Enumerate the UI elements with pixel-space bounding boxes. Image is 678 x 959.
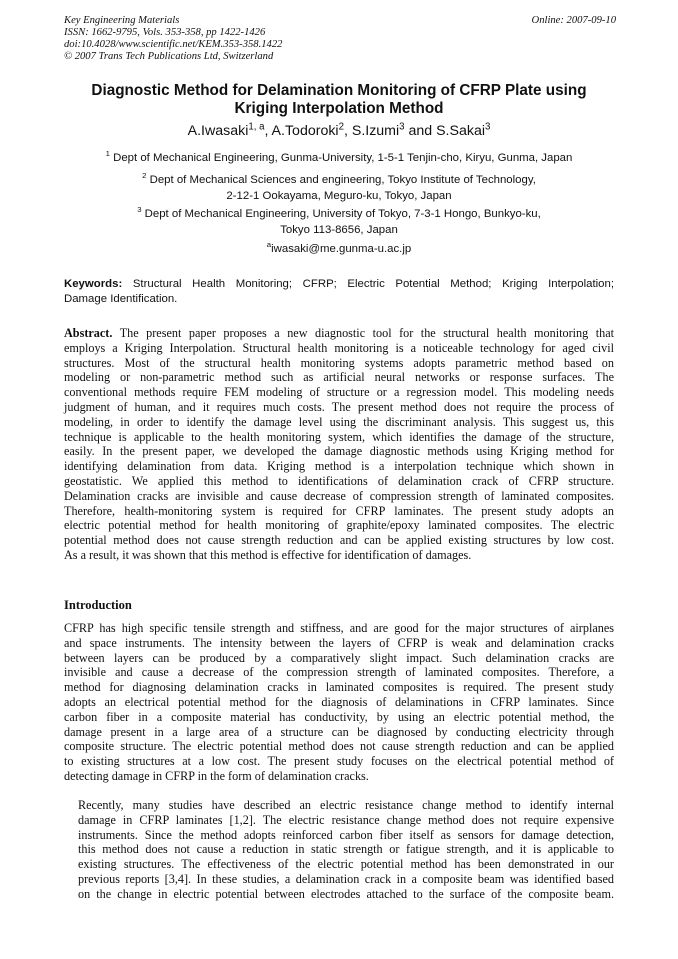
keywords (64, 277, 614, 307)
author-3-affil: 3 (399, 121, 405, 133)
affiliation-1 (40, 150, 638, 166)
paragraph-line: this method does not cause a reduction in static strength or fatigue strength, and it is applicable to (78, 842, 614, 857)
issn-line: ISSN: 1662-9795, Vols. 353-358, pp 1422-1426 (64, 27, 266, 38)
affiliation-3-line-1: Dept of Mechanical Engineering, University of Tokyo, 7-3-1 Hongo, Bunkyo-ku, (141, 208, 541, 220)
journal-header (64, 15, 616, 63)
email-marker: a (266, 240, 272, 250)
online-date: Online: 2007-09-10 (531, 15, 616, 26)
affiliation-1-text: Dept of Mechanical Engineering, Gunma-University, 1-5-1 Tenjin-cho, Kiryu, Gunma, Japan (109, 152, 573, 164)
affiliation-3 (40, 206, 638, 238)
abstract-line: As a result, it was shown that this method is effective for identification of damages. (64, 547, 472, 562)
affiliation-2-line-1: Dept of Mechanical Sciences and engineering, Tokyo Institute of Technology, (146, 174, 536, 186)
copyright-line: © 2007 Trans Tech Publications Ltd, Switzerland (64, 51, 274, 62)
abstract-label: Abstract. (64, 326, 113, 340)
email-address[interactable]: iwasaki@me.gunma-u.ac.jp (271, 243, 412, 255)
affiliation-1-marker: 1 (105, 149, 110, 159)
paragraph-line: and space instruments. The intensity between the layers of CFRP is weak and delamination cracks (64, 635, 614, 650)
author-1-affil: 1, a (248, 121, 265, 133)
keywords-line-2: Damage Identification. (64, 293, 178, 305)
journal-name: Key Engineering Materials (64, 15, 180, 26)
paragraph-line: carbon fiber in a composite material has conductivity, by using an electric potential method, the (64, 709, 614, 724)
keywords-label: Keywords: (64, 278, 123, 290)
paragraph-line: detecting damage in CFRP in the form of delamination cracks. (64, 768, 369, 783)
abstract-line: modeling or non-parametric method such as artificial neural networks or response surfaces. The (64, 370, 614, 385)
paragraph-line: CFRP has high specific tensile strength and stiffness, and are good for the major structures of airplanes (64, 621, 614, 635)
paragraph-line: damage in CFRP laminates [1,2]. The electric resistance change method does not require expensive (78, 812, 614, 827)
introduction-paragraph-1 (64, 621, 614, 784)
abstract-line: technique is applicable to the health monitoring system, which identifies the damage of the structure, (64, 429, 614, 444)
abstract-line: employs a Kriging Interpolation. Structural health monitoring is a noticeable technology for aged civil (64, 340, 614, 355)
author-4: and S.Sakai (404, 123, 485, 139)
paragraph-line: invisible and cause a decrease of the compression strength of laminated composites. Therefore, a (64, 665, 614, 680)
abstract-line: easily. In the present paper, we developed the damage diagnostic methods using Kriging method for (64, 444, 614, 459)
paragraph-line: Recently, many studies have described an electric resistance change method to identify internal (78, 798, 614, 812)
paragraph-line: to existing structures at a low cost. The present study focuses on the electrical potential method of (64, 754, 614, 769)
contact-email (40, 241, 638, 257)
introduction-paragraph-2 (64, 798, 614, 902)
abstract-line: identifying delamination from data. Kriging method is a interpolation technique which shown in (64, 459, 614, 474)
paragraph-line: between layers can be produced by a comparatively slight impact. Such delamination cracks are (64, 650, 614, 665)
abstract-line: The present paper proposes a new diagnostic tool for the structural health monitoring that (112, 326, 614, 340)
keywords-line-1: Structural Health Monitoring; CFRP; Electric Potential Method; Kriging Interpolation; (122, 278, 614, 290)
affiliation-3-line-2: Tokyo 113-8656, Japan (280, 224, 398, 236)
paper-title (40, 82, 638, 117)
paragraph-line: on the change in electric potential between electrodes attached to the surface of the composite beam. (78, 886, 614, 901)
affiliation-2-line-2: 2-12-1 Ookayama, Meguro-ku, Tokyo, Japan (226, 190, 452, 202)
abstract-line: Delamination cracks are invisible and cause decrease of compression strength of laminated composites. (64, 488, 614, 503)
author-3: , S.Izumi (343, 123, 400, 139)
abstract-line: conventional methods require FEM modeling of structure or a regression model. This modeling needs (64, 385, 614, 400)
affiliation-3-marker: 3 (137, 205, 142, 215)
paragraph-line: instruments. Since the method adopts reinforced carbon fiber itself as sensors for damage detection, (78, 827, 614, 842)
author-list (40, 122, 638, 140)
author-2-affil: 2 (338, 121, 344, 133)
abstract-line: electric potential method for health monitoring of graphite/epoxy laminated composites. The electric (64, 518, 614, 533)
paragraph-line: previous reports [3,4]. In these studies, a delamination crack in a composite beam was identified based (78, 871, 614, 886)
title-line-1: Diagnostic Method for Delamination Monitoring of CFRP Plate using (91, 82, 587, 99)
abstract-line: potential method does not cause strength reduction and can be applied existing structures by low cost. (64, 533, 614, 548)
abstract-line: modeling, in order to identify the damage level using the discriminant analysis. This suggest us, this (64, 414, 614, 429)
paragraph-line: method for diagnosing delamination cracks in laminated composites is required. The present study (64, 680, 614, 695)
abstract-line: geostatistic. We applied this method to identifications of delamination crack of CFRP structure. (64, 473, 614, 488)
abstract (64, 326, 614, 563)
author-4-affil: 3 (484, 121, 491, 133)
affiliation-2-marker: 2 (142, 171, 147, 181)
doi-line: doi:10.4028/www.scientific.net/KEM.353-358.1422 (64, 39, 283, 50)
abstract-line: structures. Most of the structural health monitoring systems adopts parametric method based on (64, 355, 614, 370)
author-1: A.Iwasaki (187, 123, 249, 139)
paragraph-line: adopts an electrical potential method for the diagnosis of delaminations in CFRP laminates. Since (64, 694, 614, 709)
affiliation-2 (40, 172, 638, 204)
paragraph-line: existing structures. The effectiveness of the electric potential method has been demonstrated in our (78, 857, 614, 872)
abstract-line: judgment of human, and it requires much costs. The present method does not require the process of (64, 399, 614, 414)
paragraph-line: composite structure. The electric potential method does not cause strength reduction and can be applied (64, 739, 614, 754)
abstract-line: Therefore, health-monitoring system is required for CFRP laminates. The present study adopts an (64, 503, 614, 518)
paragraph-line: damage present in a large area of a structure can be diagnosed by conducting electricity through (64, 724, 614, 739)
introduction-heading: Introduction (64, 598, 132, 612)
title-line-2: Kriging Interpolation Method (234, 99, 444, 117)
author-2: , A.Todoroki (264, 123, 339, 139)
